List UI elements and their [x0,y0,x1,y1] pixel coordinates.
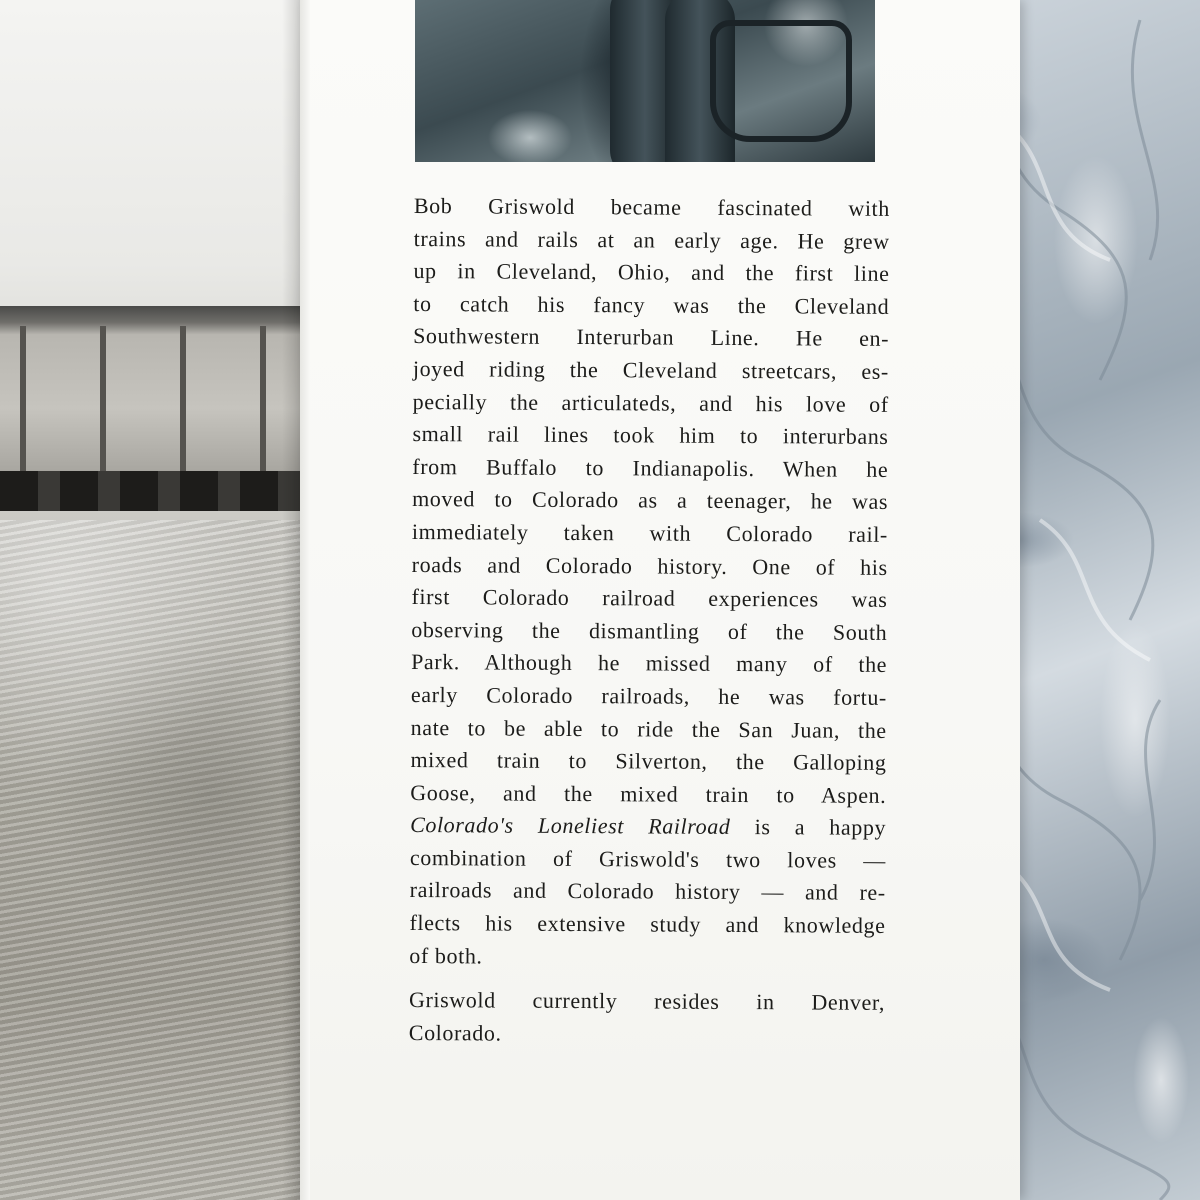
book-title: Colorado's Loneliest Railroad [410,812,731,840]
bio-line: small rail lines took him to interurbans [412,421,889,450]
bio-line: pecially the articulateds, and his love of [412,388,889,417]
bio-line: Park. Although he missed many of the [411,649,888,678]
bio-line: observing the dismantling of the South [411,616,888,645]
bio-line: early Colorado railroads, he was fortu- [410,681,887,710]
bio-line: joyed riding the Cleveland streetcars, es- [412,355,889,384]
bio-line: Southwestern Interurban Line. He en- [413,323,890,352]
bio-line: trains and rails at an early age. He grew [413,225,890,254]
bio-paragraph-1 [409,190,890,975]
bio-line: Griswold currently resides in Denver, [408,987,886,1016]
bio-paragraph-2 [409,984,885,1052]
boxcar-train [0,306,300,511]
bio-line: moved to Colorado as a teenager, he was [412,486,889,515]
bio-line: immediately taken with Colorado rail- [411,518,888,547]
bio-line: first Colorado railroad experiences was [411,584,888,613]
bio-text: is a happy [730,814,887,841]
bio-line: to catch his fancy was the Cleveland [413,290,890,319]
railroad-photograph [0,0,300,1200]
prairie-ground [0,520,300,1200]
bio-line: Colorado. [408,1019,502,1046]
bio-line: Goose, and the mixed train to Aspen. [410,779,887,808]
bio-line: combination of Griswold's two loves — [409,844,886,873]
bio-line-with-title [410,809,886,845]
bio-line: up in Cleveland, Ohio, and the first line [413,258,890,287]
bio-line: railroads and Colorado history — and re- [409,877,886,906]
bio-line: from Buffalo to Indianapolis. When he [412,453,889,482]
bio-line: of both. [409,942,483,969]
bio-line: flects his extensive study and knowledge [409,910,886,938]
bio-line: roads and Colorado history. One of his [411,551,888,580]
bio-line: nate to be able to ride the San Juan, the [410,714,887,743]
author-photograph [415,0,875,162]
bio-line: mixed train to Silverton, the Galloping [410,747,887,775]
flap-edge [300,0,310,1200]
bio-line: Bob Griswold became fascinated with [413,192,890,221]
author-biography [409,190,890,1052]
